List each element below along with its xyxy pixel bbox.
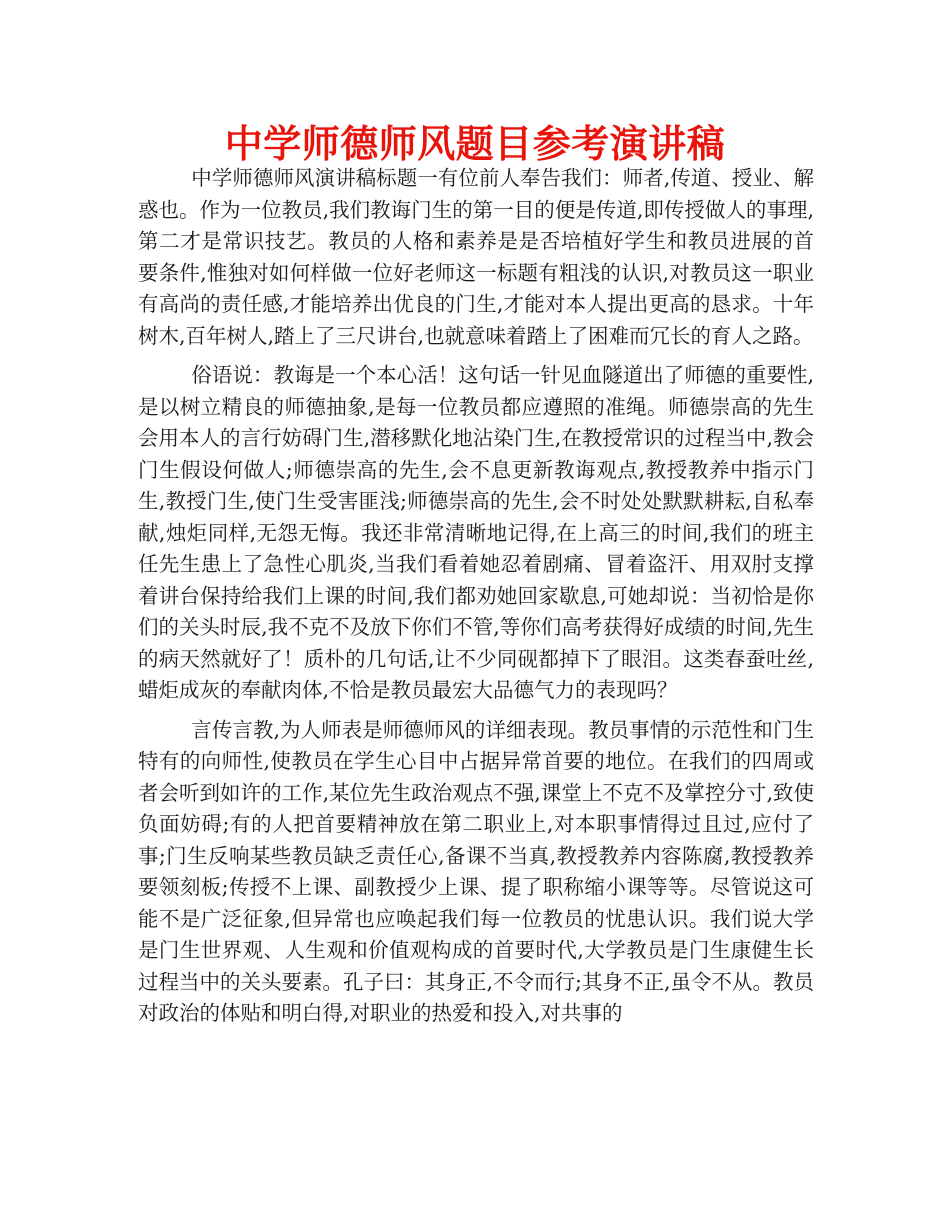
document-title: 中学师德师风题目参考演讲稿	[224, 122, 726, 166]
paragraph-1: 中学师德师风演讲稿标题一有位前人奉告我们：师者,传道、授业、解惑也。作为一位教员,我们教诲门生的第一目的便是传道,即传授做人的事理,第二才是常识技艺。教员的人格和素养是是否培植好学生和教员进展的首要条件,惟独对如何样做一位好老师这一标题有粗浅的认识,对教员这一职业有高尚的责任感,才能培养出优良的门生,才能对本人提出更高的恳求。十年树木,百年树人,踏上了三尺讲台,也就意味着踏上了困难而冗长的育人之路。	[138, 166, 814, 348]
document-body	[138, 163, 814, 1038]
paragraph-3: 言传言教,为人师表是师德师风的详细表现。教员事情的示范性和门生特有的向师性,使教员在学生心目中占据异常首要的地位。在我们的四周或者会听到如许的工作,某位先生政治观点不强,课堂上不克不及掌控分寸,致使负面妨碍;有的人把首要精神放在第二职业上,对本职事情得过且过,应付了事;门生反响某些教员缺乏责任心,备课不当真,教授教养内容陈腐,教授教养要领刻板;传授不上课、副教授少上课、提了职称缩小课等等。尽管说这可能不是广泛征象,但异常也应唤起我们每一位教员的忧患认识。我们说大学是门生世界观、人生观和价值观构成的首要时代,大学教员是门生康健生长过程当中的关头要素。孔子曰：其身正,不令而行;其身不正,虽令不从。教员对政治的体贴和明白得,对职业的热爱和投入,对共事的	[138, 717, 814, 1025]
paragraph-2: 俗语说：教诲是一个本心活！这句话一针见血隧道出了师德的重要性,是以树立精良的师德抽象,是每一位教员都应遵照的准绳。师德崇高的先生会用本人的言行妨碍门生,潜移默化地沾染门生,在教授常识的过程当中,教会门生假设何做人;师德崇高的先生,会不息更新教诲观点,教授教养中指示门生,教授门生,使门生受害匪浅;师德崇高的先生,会不时处处默默耕耘,自私奉献,烛炬同样,无怨无悔。我还非常清晰地记得,在上高三的时间,我们的班主任先生患上了急性心肌炎,当我们看着她忍着剧痛、冒着盗汗、用双肘支撑着讲台保持给我们上课的时间,我们都劝她回家歇息,可她却说：当初恰是你们的关头时辰,我不克不及放下你们不管,等你们高考获得好成绩的时间,先生的病天然就好了！质朴的几句话,让不少同砚都掉下了眼泪。这类春蚕吐丝,蜡炬成灰的奉献肉体,不恰是教员最宏大品德气力的表现吗？	[138, 363, 814, 702]
